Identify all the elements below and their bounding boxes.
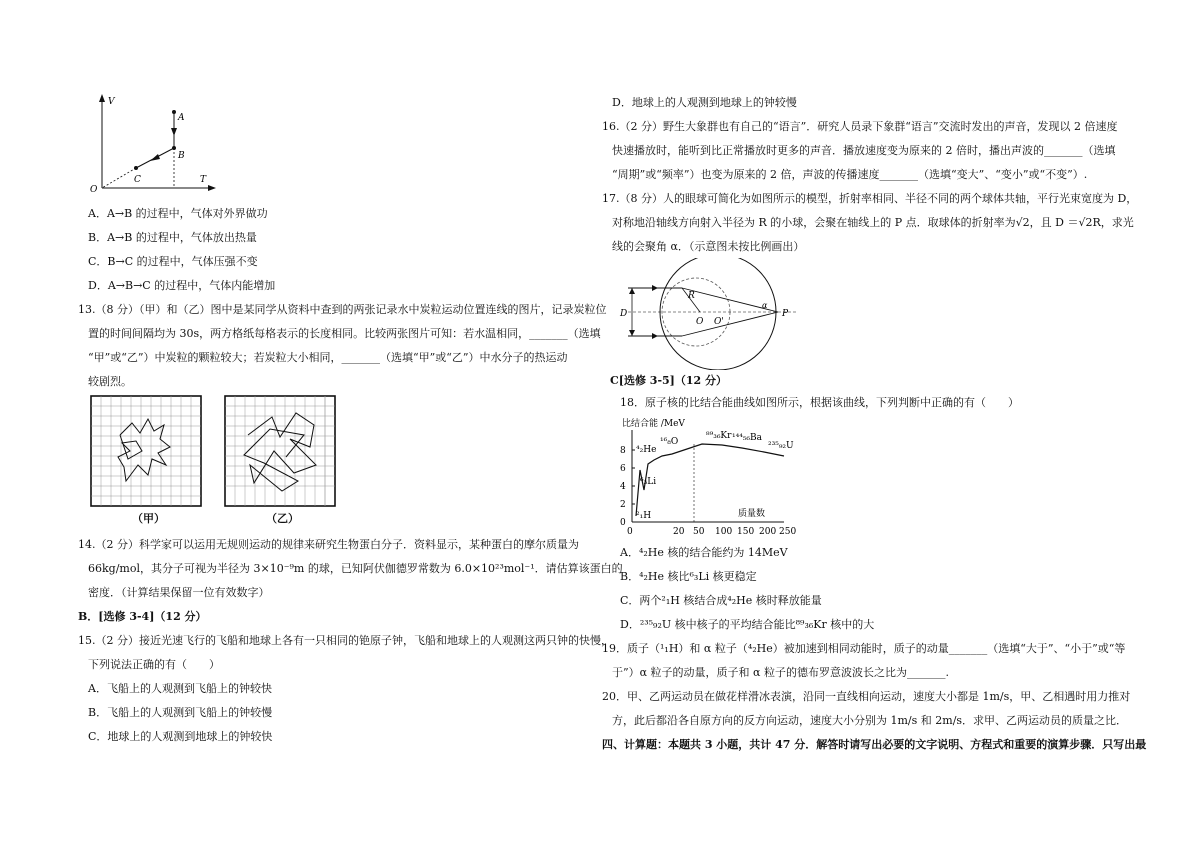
chart-y-tick: 0 (620, 518, 626, 528)
chart-xlabel: 质量数 (738, 509, 766, 519)
section-c-heading: C[选修 3-5]（12 分） (610, 374, 728, 387)
brownian-grid-yi (224, 395, 336, 507)
q18-option-a: A．⁴₂He 核的结合能约为 14MeV (620, 546, 788, 559)
q14-line-3: 密度．（计算结果保留一位有效数字） (88, 586, 270, 599)
q18-option-d: D．²³⁵₉₂U 核中核子的平均结合能比⁸⁹₃₆Kr 核中的大 (620, 618, 875, 631)
grid-caption-jia: （甲） (132, 512, 165, 525)
nuclide-label: ²₁H (636, 511, 652, 521)
point-a-label: A (178, 113, 185, 123)
chart-y-tick: 2 (620, 500, 626, 510)
point-b-label: B (178, 151, 185, 161)
chart-x-tick: 20 (673, 527, 685, 537)
q19-line-1: 19．质子（¹₁H）和 α 粒子（⁴₂He）被加速到相同动能时，质子的动量_______（选填“大于”、“小于”或“等 (602, 642, 1126, 655)
q18-option-c: C．两个²₁H 核结合成⁴₂He 核时释放能量 (620, 594, 822, 607)
q15-option-b: B．飞船上的人观测到飞船上的钟较慢 (88, 706, 273, 719)
q16-line-1: 16.（2 分）野生大象群也有自己的“语言”．研究人员录下象群“语言”交流时发出的声音，发现以 2 倍速度 (602, 120, 1118, 133)
q12-option-c: C．B→C 的过程中，气体压强不变 (88, 255, 258, 268)
grid-caption-yi: （乙） (266, 512, 299, 525)
eye-label-d: D (620, 309, 628, 319)
nuclide-label: ⁸⁹₃₆Kr (706, 431, 732, 441)
binding-energy-curve (636, 444, 784, 516)
section-b-heading: B．[选修 3-4]（12 分） (78, 610, 207, 623)
eye-model-diagram (618, 258, 808, 370)
brownian-grid-jia (90, 395, 202, 507)
q16-line-2: 快速播放时，能听到比正常播放时更多的声音．播放速度变为原来的 2 倍时，播出声波的_______（选填 (612, 144, 1116, 157)
q18-question: 18．原子核的比结合能曲线如图所示，根据该曲线，下列判断中正确的有（ ） (620, 396, 1019, 409)
q17-line-3: 线的会聚角 α．（示意图未按比例画出） (612, 240, 805, 253)
q13-line-4: 较剧烈。 (88, 375, 132, 388)
q12-option-b: B．A→B 的过程中，气体放出热量 (88, 231, 257, 244)
nuclide-label: ¹⁴⁴₅₆Ba (732, 433, 763, 443)
q13-line-3: “甲”或“乙”）中炭粒的颗粒较大；若炭粒大小相同，_______（选填“甲”或“乙”）中水分子的热运动 (88, 351, 568, 364)
binding-energy-chart (612, 412, 802, 540)
q20-line-2: 方，此后都沿各自原方向的反方向运动，速度大小分别为 1m/s 和 2m/s．求甲、乙两运动员的质量之比． (612, 714, 1128, 727)
q18-option-b: B．⁴₂He 核比⁶₃Li 核更稳定 (620, 570, 757, 583)
q15-option-d: D．地球上的人观测到地球上的钟较慢 (612, 96, 797, 109)
q15-option-a: A．飞船上的人观测到飞船上的钟较快 (88, 682, 272, 695)
chart-y-tick: 8 (620, 446, 626, 456)
q15-line-1: 15.（2 分）接近光速飞行的飞船和地球上各有一只相同的铯原子钟，飞船和地球上的人观测这两只钟的快慢， (78, 634, 612, 647)
axis-t-label: T (200, 175, 207, 185)
q17-line-1: 17.（8 分）人的眼球可简化为如图所示的模型，折射率相同、半径不同的两个球体共轴，平行光束宽度为 D， (602, 192, 1138, 205)
chart-x-tick: 0 (627, 527, 633, 537)
chart-y-tick: 4 (620, 482, 626, 492)
nuclide-label: ²³⁵₉₂U (768, 441, 794, 451)
chart-ylabel: 比结合能 /MeV (622, 419, 685, 429)
origin-label: O (90, 185, 98, 195)
chart-x-tick: 200 (759, 527, 777, 537)
chart-y-tick: 6 (620, 464, 626, 474)
section-4-heading: 四、计算题：本题共 3 小题，共计 47 分．解答时请写出必要的文字说明、方程式和重要的演算步骤．只写出最 (602, 738, 1147, 751)
q14-line-2: 66kg/mol，其分子可视为半径为 3×10⁻⁹m 的球，已知阿伏伽德罗常数为 6.0×10²³mol⁻¹．请估算该蛋白的 (88, 562, 623, 575)
q12-option-a: A．A→B 的过程中，气体对外界做功 (88, 207, 268, 220)
nuclide-label: ⁶₃Li (640, 477, 657, 487)
eye-label-o1: O (696, 317, 704, 327)
q13-line-2: 置的时间间隔均为 30s，两方格纸每格表示的长度相同。比较两张图片可知：若水温相同，_______（选填 (88, 327, 601, 340)
eye-label-p: P (782, 309, 789, 319)
eye-label-alpha: α (762, 301, 768, 310)
vt-graph (88, 92, 218, 196)
chart-x-tick: 50 (693, 527, 705, 537)
nuclide-label: ¹⁶₈O (660, 437, 679, 447)
eye-label-o2: O' (714, 317, 724, 327)
eye-label-r: R (688, 291, 695, 301)
q19-line-2: 于”）α 粒子的动量，质子和 α 粒子的德布罗意波波长之比为_______. (612, 666, 949, 679)
axis-v-label: V (108, 97, 115, 107)
q12-option-d: D．A→B→C 的过程中，气体内能增加 (88, 279, 276, 292)
q17-line-2: 对称地沿轴线方向射入半径为 R 的小球，会聚在轴线上的 P 点．取球体的折射率为√2，且 D ＝√2R，求光 (612, 216, 1134, 229)
q13-line-1: 13.（8 分）（甲）和（乙）图中是某同学从资料中查到的两张记录水中炭粒运动位置连线的图片，记录炭粒位 (78, 303, 607, 316)
chart-x-tick: 150 (737, 527, 755, 537)
nuclide-label: ⁴₂He (636, 445, 657, 455)
chart-x-tick: 100 (715, 527, 733, 537)
q20-line-1: 20．甲、乙两运动员在做花样滑冰表演，沿同一直线相向运动，速度大小都是 1m/s，甲、乙相遇时用力推对 (602, 690, 1131, 703)
q15-line-2: 下列说法正确的有（ ） (88, 658, 220, 671)
q16-line-3: “周期”或“频率”）也变为原来的 2 倍，声波的传播速度_______（选填“变大”、“变小”或“不变”）. (612, 168, 1088, 181)
q14-line-1: 14.（2 分）科学家可以运用无规则运动的规律来研究生物蛋白分子．资料显示，某种蛋白的摩尔质量为 (78, 538, 579, 551)
q15-option-c: C．地球上的人观测到地球上的钟较快 (88, 730, 273, 743)
chart-x-tick: 250 (779, 527, 797, 537)
point-c-label: C (134, 175, 141, 185)
